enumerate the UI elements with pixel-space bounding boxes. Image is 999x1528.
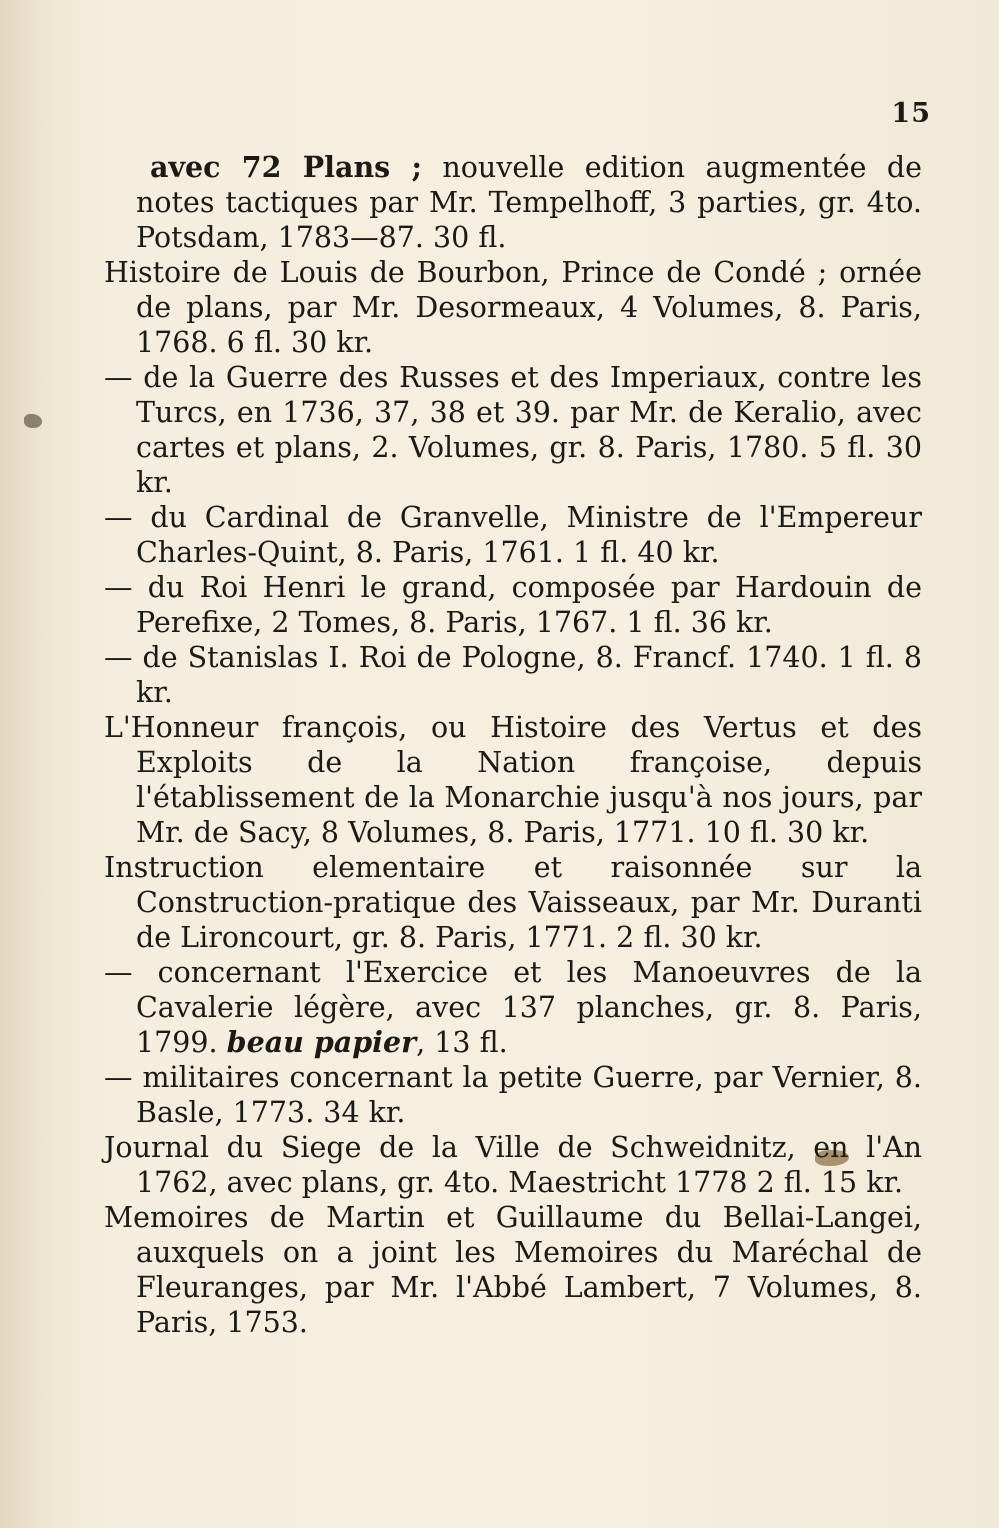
entry-text: — concernant l'Exercice et les Manoeuvres de la Cavalerie légère, avec 137 planches, gr. 8. Paris, 1799.	[104, 956, 922, 1059]
catalogue-entry: Instruction elementaire et raisonnée sur la Construction-pratique des Vaisseaux, par Mr. Duranti de Lironcourt, gr. 8. Paris, 1771. 2 fl. 30 kr.	[104, 851, 922, 954]
entry-lead: avec 72 Plans ;	[150, 150, 422, 184]
catalogue-entry: — de Stanislas I. Roi de Pologne, 8. Francf. 1740. 1 fl. 8 kr.	[104, 641, 922, 709]
entry-text: nouvelle edition augmentée de notes tactiques par Mr. Tempelhoff, 3 parties, gr. 4to. Potsdam, 1783—87. 30 fl.	[136, 151, 923, 254]
page-gutter	[0, 0, 78, 1528]
catalogue-entry: — du Cardinal de Granvelle, Ministre de l'Empereur Charles-Quint, 8. Paris, 1761. 1 fl. 40 kr.	[104, 501, 922, 569]
catalogue-entries	[104, 150, 922, 1340]
catalogue-entry: — du Roi Henri le grand, composée par Hardouin de Perefixe, 2 Tomes, 8. Paris, 1767. 1 fl. 36 kr.	[104, 571, 922, 639]
page-number: 15	[891, 98, 931, 129]
catalogue-entry	[104, 955, 922, 1060]
entry-italic-note: beau papier	[226, 1025, 417, 1059]
catalogue-entry: — militaires concernant la petite Guerre, par Vernier, 8. Basle, 1773. 34 kr.	[104, 1061, 922, 1129]
catalogue-entry: Histoire de Louis de Bourbon, Prince de Condé ; ornée de plans, par Mr. Desormeaux, 4 Volumes, 8. Paris, 1768. 6 fl. 30 kr.	[104, 256, 922, 359]
catalogue-entry	[104, 150, 922, 255]
catalogue-entry: — de la Guerre des Russes et des Imperiaux, contre les Turcs, en 1736, 37, 38 et 39. par Mr. de Keralio, avec cartes et plans, 2. Volumes, gr. 8. Paris, 1780. 5 fl. 30 kr.	[104, 361, 922, 499]
ink-blot	[24, 414, 42, 428]
catalogue-entry: L'Honneur françois, ou Histoire des Vertus et des Exploits de la Nation françoise, depuis l'établissement de la Monarchie jusqu'à nos jours, par Mr. de Sacy, 8 Volumes, 8. Paris, 1771. 10 fl. 30 kr.	[104, 711, 922, 849]
catalogue-entry: Journal du Siege de la Ville de Schweidnitz, en l'An 1762, avec plans, gr. 4to. Maestricht 1778 2 fl. 15 kr.	[104, 1131, 922, 1199]
catalogue-entry: Memoires de Martin et Guillaume du Bellai-Langei, auxquels on a joint les Memoires du Maréchal de Fleuranges, par Mr. l'Abbé Lambert, 7 Volumes, 8. Paris, 1753.	[104, 1201, 922, 1339]
entry-text-end: , 13 fl.	[416, 1026, 508, 1059]
